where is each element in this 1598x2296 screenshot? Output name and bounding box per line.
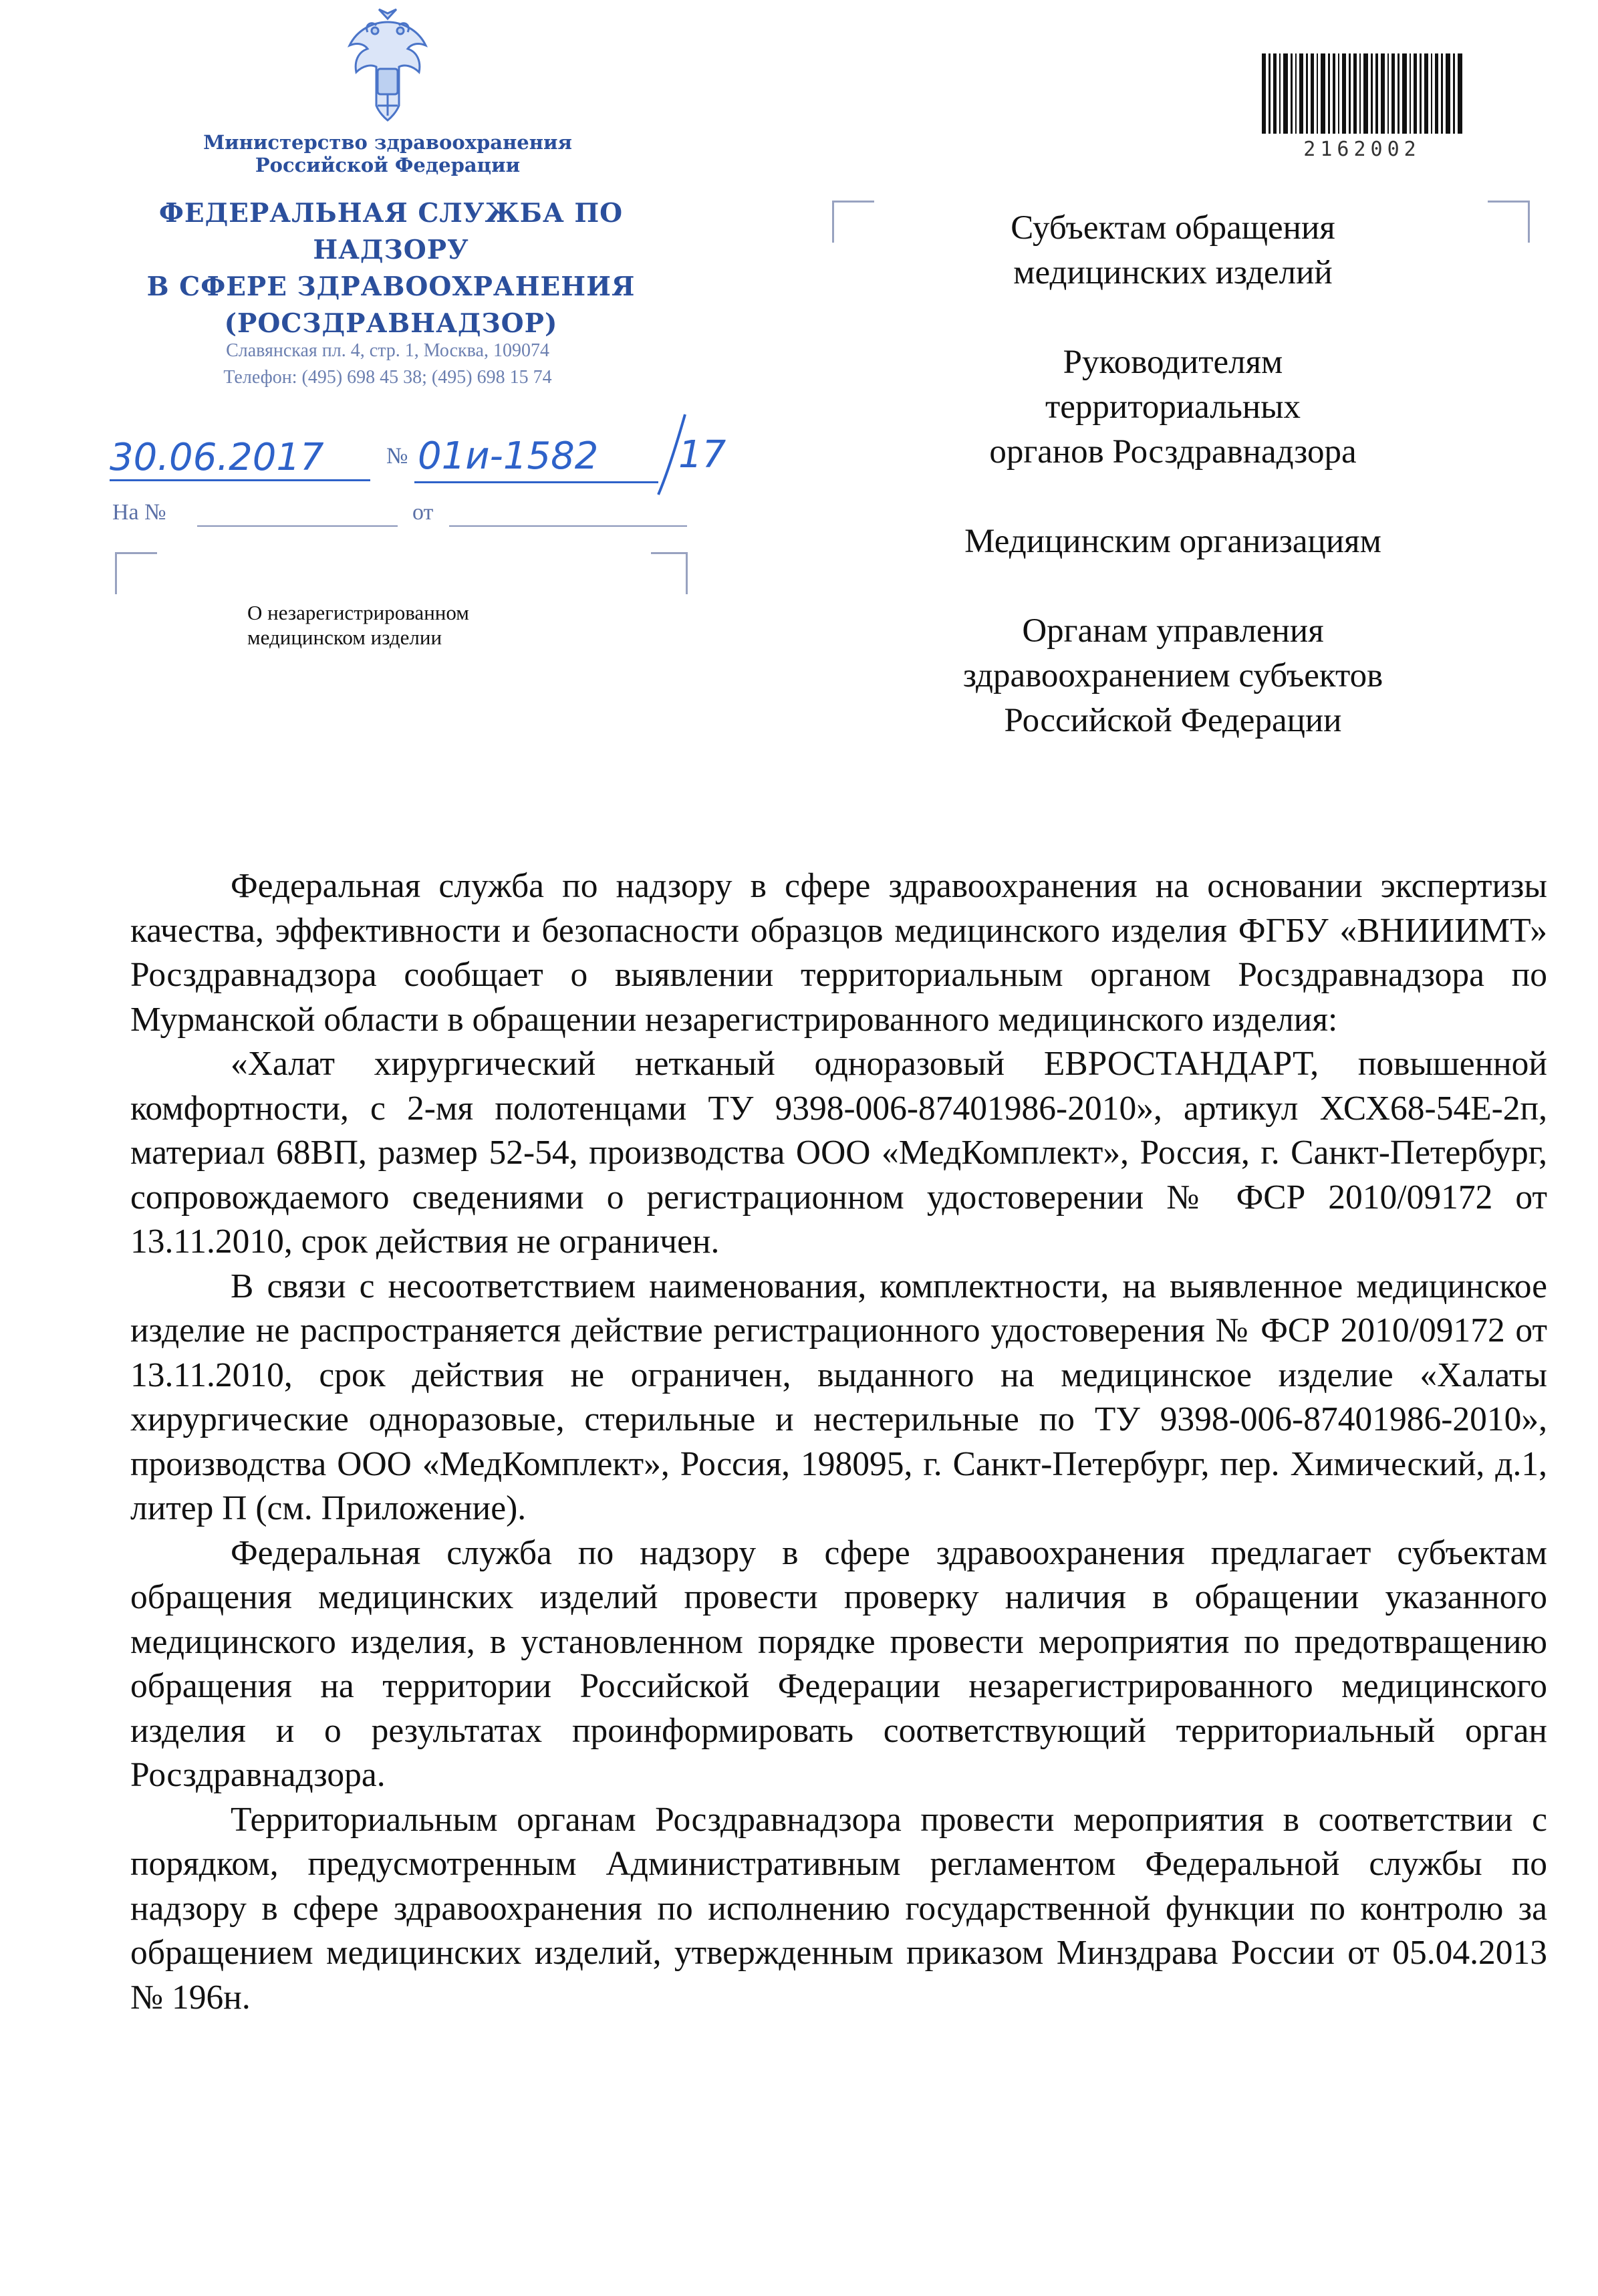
registration-number-underline (414, 481, 658, 483)
subject-corner-right (651, 552, 688, 594)
addressee-block (862, 206, 1484, 788)
subject-line-2: медицинском изделии (247, 626, 442, 649)
agency-address (134, 338, 642, 391)
addressee-corner-right (1488, 201, 1530, 243)
letter-body (130, 864, 1547, 2020)
address-line-1: Славянская пл. 4, стр. 1, Москва, 109074 (226, 340, 549, 361)
addressee-group (862, 519, 1484, 564)
subject-line-1: О незарегистрированном (247, 601, 469, 624)
from-line (449, 525, 687, 527)
letter-subject (247, 600, 469, 650)
addressee-line: Российской Федерации (1004, 702, 1342, 739)
addressee-line: территориальных (1045, 388, 1301, 426)
addressee-line: Медицинским организациям (964, 523, 1381, 560)
agency-line-3: (РОСЗДРАВНАДЗОР) (224, 308, 558, 339)
barcode-number: 2162002 (1303, 138, 1421, 161)
coat-of-arms-emblem (338, 5, 438, 126)
registration-number-label: № (386, 444, 408, 469)
body-paragraph-4: Федеральная служба по надзору в сфере здравоохранения предлагает субъектам обращения медицинских изделий провести проверку наличия в обращении указанного медицинского изделия, в установленном порядке провести мероприятия по предотвращению обращения на территории Российской Федерации незарегистрированного медицинского изделия и о результатах проинформировать соответствующий территориальный орган Росздравнадзора. (130, 1533, 1547, 1794)
from-label: от (412, 500, 434, 525)
addressee-group (862, 609, 1484, 743)
addressee-line: медицинских изделий (1013, 254, 1333, 291)
addressee-group (862, 206, 1484, 295)
subject-corner-left (115, 552, 157, 594)
address-line-2: Телефон: (495) 698 45 38; (495) 698 15 74 (223, 367, 552, 388)
registration-date: 30.06.2017 (110, 436, 370, 481)
in-reply-line (197, 525, 398, 527)
registration-number: 01и-1582 (418, 434, 599, 478)
agency-name (100, 195, 682, 342)
body-paragraph-2: «Халат хирургический нетканый одноразовый ЕВРОСТАНДАРТ, повышенной комфортности, с 2-мя полотенцами ТУ 9398-006-87401986-2010», артикул ХСХ68-54Е-2п, материал 68ВП, размер 52-54, производства ООО «МедКомплект», Россия, г. Санкт-Петербург, сопровождаемого сведениями о регистрационном удостоверении № ФСР 2010/09172 от 13.11.2010, срок действия не ограничен. (130, 1045, 1547, 1261)
body-paragraph-1: Федеральная служба по надзору в сфере здравоохранения на основании экспертизы качества, эффективности и безопасности образцов медицинского изделия ФГБУ «ВНИИИМТ» Росздравнадзора сообщает о выявлении территориальным органом Росздравнадзора по Мурманской области в обращении незарегистрированного медицинского изделия: (130, 867, 1547, 1039)
addressee-line: Руководителям (1063, 344, 1283, 381)
addressee-line: органов Росздравнадзора (989, 433, 1357, 471)
body-paragraph-5: Территориальным органам Росздравнадзора провести мероприятия в соответствии с порядком, предусмотренным Административным регламентом Федеральной службы по надзору в сфере здравоохранения по исполнению государственной функции по контролю за обращением медицинских изделий, утвержденным приказом Минздрава России от 05.04.2013 № 196н. (130, 1800, 1547, 2017)
agency-line-2: В СФЕРЕ ЗДРАВООХРАНЕНИЯ (146, 271, 636, 302)
addressee-line: Органам управления (1022, 612, 1324, 650)
in-reply-label: На № (112, 500, 166, 525)
ministry-line-2: Российской Федерации (255, 154, 521, 176)
ministry-name (134, 131, 642, 176)
registration-suffix: 17 (678, 433, 726, 477)
addressee-group (862, 340, 1484, 475)
addressee-line: Субъектам обращения (1011, 209, 1335, 247)
agency-line-1: ФЕДЕРАЛЬНАЯ СЛУЖБА ПО НАДЗОРУ (158, 198, 624, 265)
addressee-line: здравоохранением субъектов (962, 657, 1383, 694)
barcode (1262, 53, 1462, 134)
body-paragraph-3: В связи с несоответствием наименования, комплектности, на выявленное медицинское изделие не распространяется действие регистрационного удостоверения № ФСР 2010/09172 от 13.11.2010, срок действия не ограничен, выданного на медицинское изделие «Халаты хирургические одноразовые, стерильные и нестерильные по ТУ 9398-006-87401986-2010», производства ООО «МедКомплект», Россия, 198095, г. Санкт-Петербург, пер. Химический, д.1, литер П (см. Приложение). (130, 1267, 1547, 1527)
ministry-line-1: Министерство здравоохранения (203, 131, 572, 154)
